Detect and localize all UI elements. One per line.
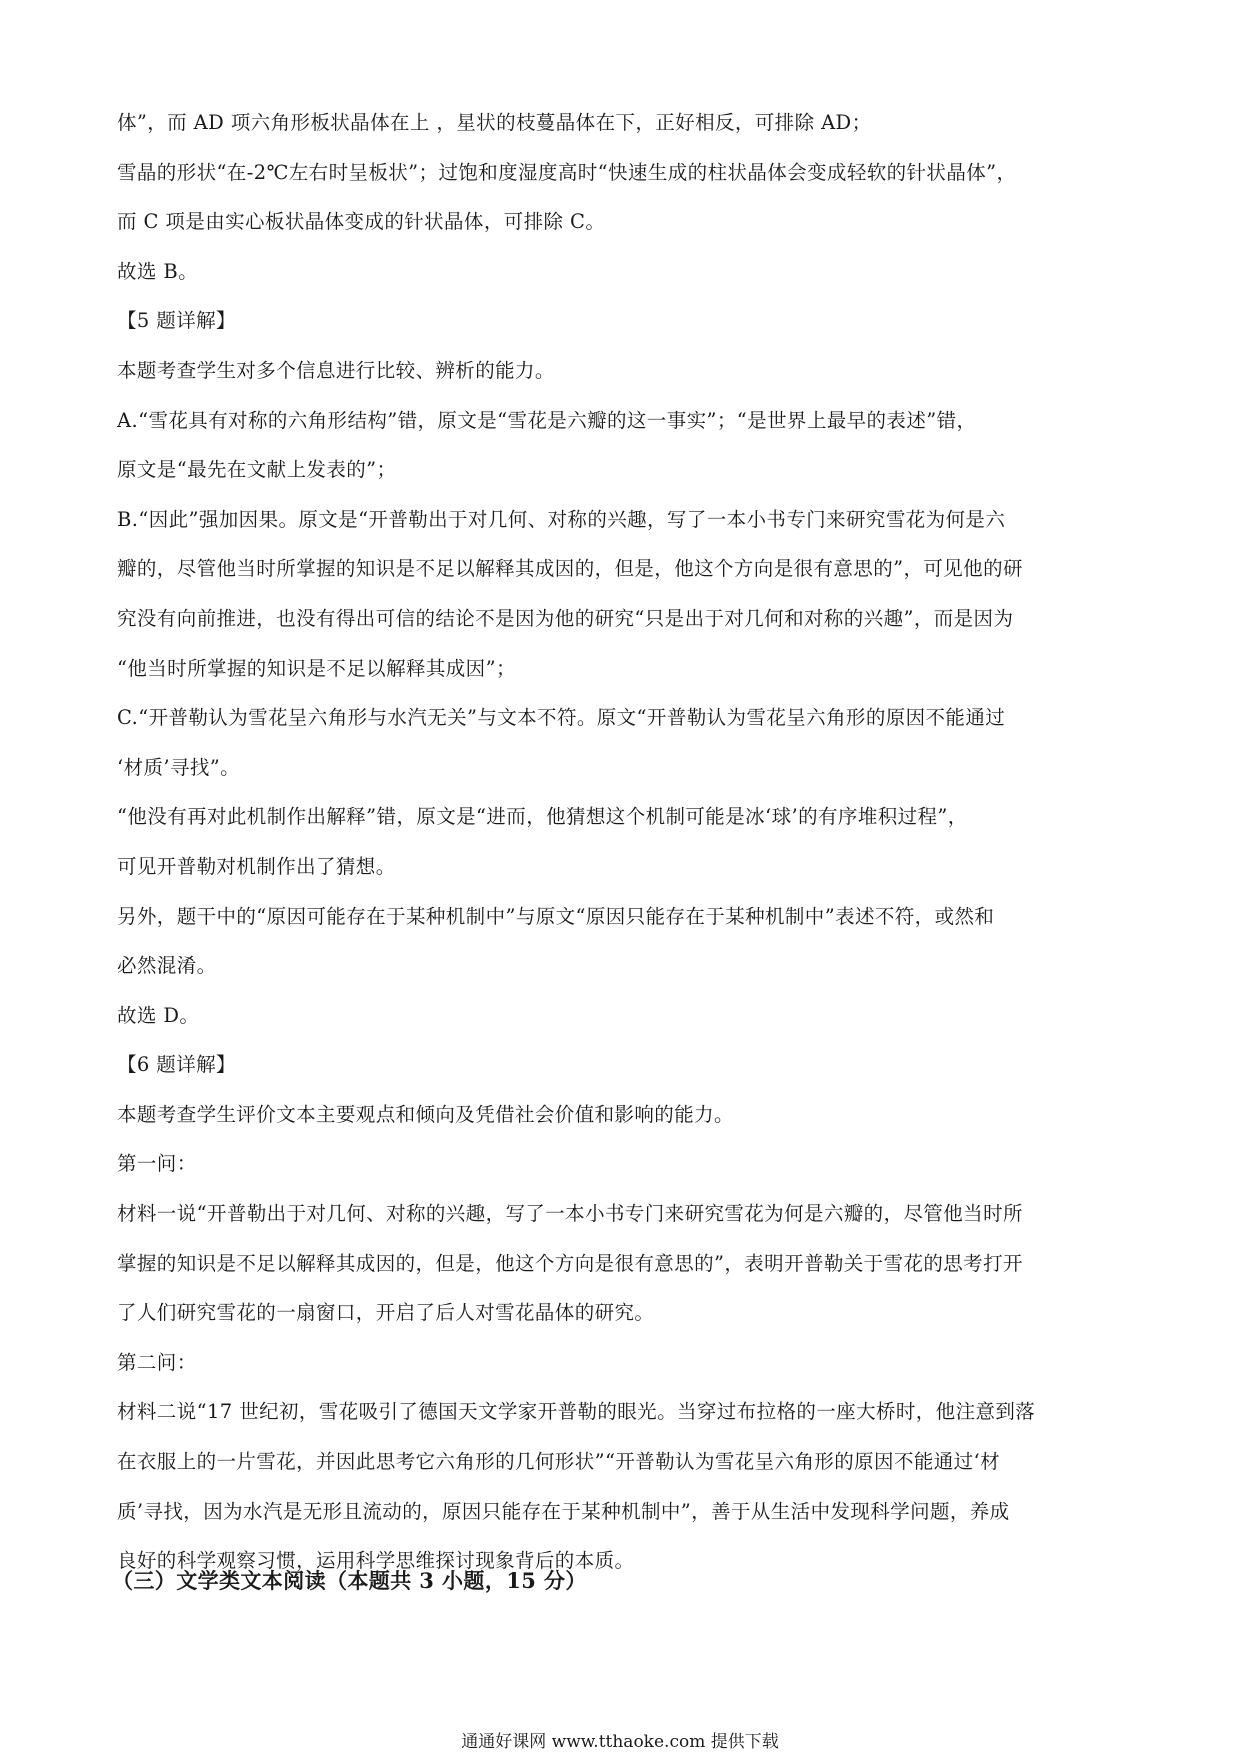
text-line: 在衣服上的一片雪花，并因此思考它六角形的几何形状”“开普勒认为雪花呈六角形的原因不能通过‘材 bbox=[117, 1450, 1001, 1474]
answer-line: 故选 D。 bbox=[117, 1003, 200, 1027]
text-line: A.“雪花具有对称的六角形结构”错，原文是“雪花是六瓣的这一事实”；“是世界上最早的表述”错， bbox=[117, 408, 977, 432]
text-line: 本题考查学生对多个信息进行比较、辨析的能力。 bbox=[117, 358, 555, 382]
text-line: 了人们研究雪花的一扇窗口，开启了后人对雪花晶体的研究。 bbox=[117, 1301, 655, 1325]
section-heading: （三）文学类文本阅读（本题共 3 小题，15 分） bbox=[112, 1568, 587, 1593]
text-line: 原文是“最先在文献上发表的”； bbox=[117, 458, 397, 482]
text-line: “他当时所掌握的知识是不足以解释其成因”； bbox=[117, 656, 516, 680]
text-line: 而 C 项是由实心板状晶体变成的针状晶体，可排除 C。 bbox=[117, 210, 606, 234]
text-line: 材料一说“开普勒出于对几何、对称的兴趣，写了一本小书专门来研究雪花为何是六瓣的，尽管他当时所 bbox=[117, 1202, 1023, 1226]
text-line: ‘材质’寻找”。 bbox=[117, 755, 241, 779]
text-line: 材料二说“17 世纪初，雪花吸引了德国天文学家开普勒的眼光。当穿过布拉格的一座大桥时，他注意到落 bbox=[117, 1400, 1036, 1424]
text-line: 本题考查学生评价文本主要观点和倾向及凭借社会价值和影响的能力。 bbox=[117, 1102, 734, 1126]
text-line: 良好的科学观察习惯，运用科学思维探讨现象背后的本质。 bbox=[117, 1549, 635, 1573]
text-line: 瓣的，尽管他当时所掌握的知识是不足以解释其成因的，但是，他这个方向是很有意思的”，可见他的研 bbox=[117, 557, 1023, 581]
text-line: 雪晶的形状“在-2℃左右时呈板状”；过饱和度湿度高时“快速生成的柱状晶体会变成轻软的针状晶体”， bbox=[117, 160, 1017, 184]
page-footer: 通通好课网 www.tthaoke.com 提供下载 bbox=[461, 1732, 779, 1752]
text-line: 第一问： bbox=[117, 1152, 197, 1176]
text-line: 另外，题干中的“原因可能存在于某种机制中”与原文“原因只能存在于某种机制中”表述不符，或然和 bbox=[117, 904, 995, 928]
answer-line: 故选 B。 bbox=[117, 259, 199, 283]
text-line: 究没有向前推进，也没有得出可信的结论不是因为他的研究“只是出于对几何和对称的兴趣”，而是因为 bbox=[117, 606, 1014, 630]
text-line: “他没有再对此机制作出解释”错，原文是“进而，他猜想这个机制可能是冰‘球’的有序堆积过程”， bbox=[117, 805, 968, 829]
text-line: 第二问： bbox=[117, 1350, 197, 1374]
text-line: 可见开普勒对机制作出了猜想。 bbox=[117, 854, 396, 878]
text-line: B.“因此”强加因果。原文是“开普勒出于对几何、对称的兴趣，写了一本小书专门来研究雪花为何是六 bbox=[117, 507, 1006, 531]
text-line: 必然混淆。 bbox=[117, 954, 217, 978]
text-line: C.“开普勒认为雪花呈六角形与水汽无关”与文本不符。原文“开普勒认为雪花呈六角形的原因不能通过 bbox=[117, 706, 1006, 730]
text-line: 质’寻找，因为水汽是无形且流动的，原因只能存在于某种机制中”，善于从生活中发现科学问题，养成 bbox=[117, 1499, 1010, 1523]
text-line: 掌握的知识是不足以解释其成因的，但是，他这个方向是很有意思的”，表明开普勒关于雪花的思考打开 bbox=[117, 1251, 1023, 1275]
text-line: 体”，而 AD 项六角形板状晶体在上 ，星状的枝蔓晶体在下，正好相反，可排除 AD； bbox=[117, 111, 872, 134]
answer-explanation-body bbox=[117, 98, 1130, 1586]
question-heading: 【6 题详解】 bbox=[117, 1053, 236, 1077]
question-heading: 【5 题详解】 bbox=[117, 309, 236, 333]
